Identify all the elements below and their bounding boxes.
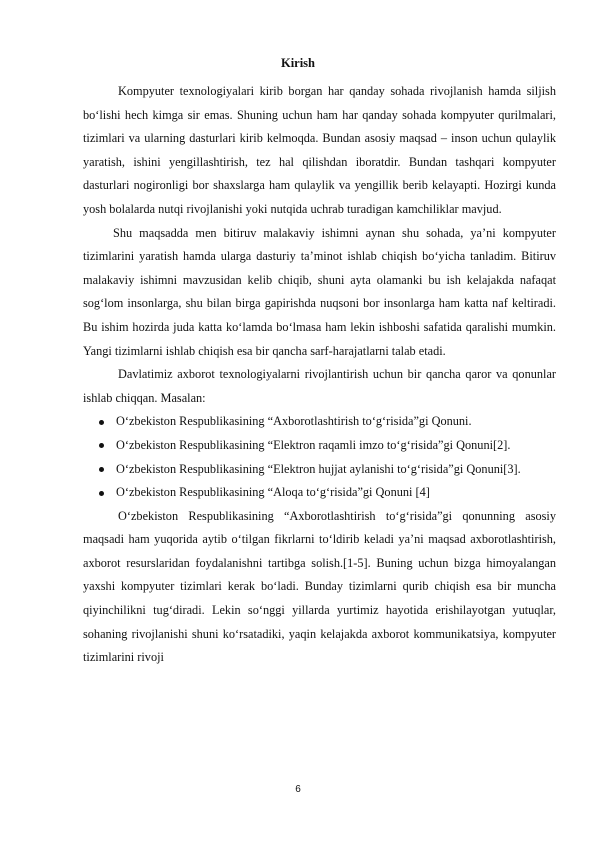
bullet-icon xyxy=(99,491,104,496)
list-item-text: O‘zbekiston Respublikasining “Elektron raqamli imzo to‘g‘risida”gi Qonuni[2]. xyxy=(116,437,511,452)
list-item xyxy=(83,458,556,482)
bullet-icon xyxy=(99,443,104,448)
bullet-icon xyxy=(99,467,104,472)
list-item-text: O‘zbekiston Respublikasining “Aloqa to‘g‘risida”gi Qonuni [4] xyxy=(116,485,430,500)
list-item-text: O‘zbekiston Respublikasining “Axborotlashtirish to‘g‘risida”gi Qonuni. xyxy=(116,414,472,429)
list-item xyxy=(83,434,556,458)
page-number: 6 xyxy=(295,784,301,795)
closing-paragraph: O‘zbekiston Respublikasining “Axborotlashtirish to‘g‘risida”gi qonunning asosiy maqsadi ham yuqorida aytib o‘tilgan fikrlarni to‘ldirib keladi ya’ni maqsad axborotlashtirish, axborot resurslaridan foydalanishni tartibga solish.[1-5]. Buning uchun bizga himoyalangan yaxshi kompyuter tizimlari kerak bo‘ladi. Bunday tizimlarni qurib chiqish esa bir muncha qiyinchilikni tug‘diradi. Lekin so‘nggi yillarda yurtimiz hayotida erishilayotgan yutuqlar, sohaning rivojlanishi shuni ko‘rsatadiki, yaqin kelajakda axborot kommunikatsiya, kompyuter tizimlarini rivoji xyxy=(83,508,556,665)
bullet-icon xyxy=(99,420,104,425)
list-item xyxy=(83,410,556,434)
list-item xyxy=(83,481,556,505)
section-title: Kirish xyxy=(280,56,316,70)
body-text xyxy=(83,80,556,670)
intro-paragraph: Kompyuter texnologiyalari kirib borgan har qanday sohada rivojlanish hamda siljish bo‘lishi hech kimga sir emas. Shuning uchun ham har qanday sohada kompyuter qurilmalari, tizimlari va ularning dasturlari kirib kelmoqda. Bundan asosiy maqsad – inson uchun qulaylik yaratish, ishini yengillashtirish, tez hal qilishdan iboratdir. Bundan tashqari kompyuter dasturlari nogironligi bor shaxslarga ham qulaylik va yengillik berib kelayapti. Hozirgi kunda yosh bolalarda nutqi rivojlanishi yoki nutqida uchrab turadigan kamchiliklar mavjud. xyxy=(83,84,556,216)
list-item-text: O‘zbekiston Respublikasining “Elektron hujjat aylanishi to‘g‘risida”gi Qonuni[3]. xyxy=(116,461,521,476)
purpose-paragraph: Shu maqsadda men bitiruv malakaviy ishimni aynan shu sohada, ya’ni kompyuter tizimlarini yaratish hamda ularga dasturiy ta’minot ishlab chiqish bo‘yicha tanladim. Bitiruv malakaviy ishimni mavzusidan kelib chiqib, shuni ayta olamanki bu ish kelajakda nafaqat sog‘lom insonlarga, shu bilan birga gapirishda nuqsoni bor insonlarga ham katta naf keltiradi. Bu ishim hozirda juda katta ko‘lamda bo‘lmasa ham lekin ishboshi safatida qaralishi mumkin. Yangi tizimlarni ishlab chiqish esa bir qancha sarf-harajatlarni talab etadi. xyxy=(83,225,556,358)
laws-intro-paragraph: Davlatimiz axborot texnologiyalarni rivojlantirish uchun bir qancha qaror va qonunlar ishlab chiqqan. Masalan: xyxy=(83,367,556,405)
laws-list xyxy=(83,410,556,504)
